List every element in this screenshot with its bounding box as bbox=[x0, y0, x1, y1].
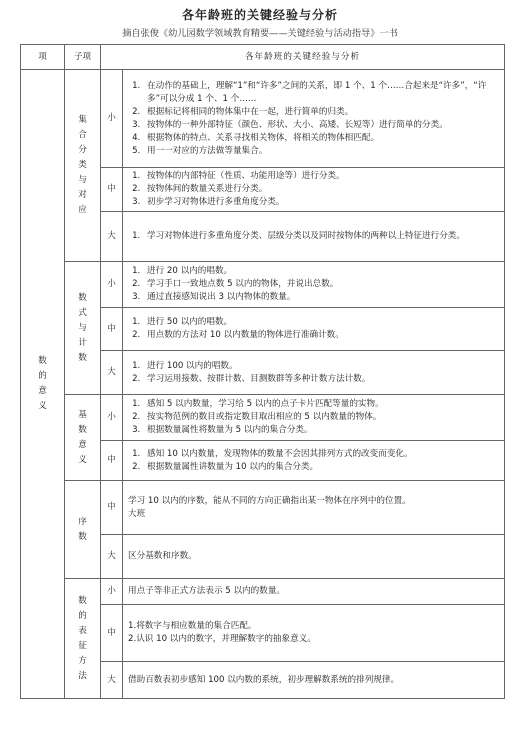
subitem-label: 集 合 分 类 与 对 应 bbox=[65, 70, 101, 262]
age-group-label: 大 bbox=[101, 212, 123, 262]
experience-cell bbox=[123, 212, 505, 262]
experience-text: 1.将数字与相应数量的集合匹配。 bbox=[128, 621, 257, 631]
age-group-label: 中 bbox=[101, 481, 123, 535]
experience-list bbox=[127, 170, 500, 209]
page-subtitle: 摘自张俊《幼儿园数学领域教育精要——关键经验与活动指导》一书 bbox=[122, 28, 398, 39]
experience-list bbox=[127, 80, 500, 158]
subitem-label: 数 式 与 计 数 bbox=[65, 262, 101, 395]
experience-text: 学习 10 以内的序数，能从不同的方向正确指出某一物体在序列中的位置。 bbox=[128, 495, 411, 506]
list-item: 1. 感知 5 以内数量，学习给 5 以内的点子卡片匹配等量的实物。 bbox=[143, 398, 500, 411]
experience-cell bbox=[123, 441, 505, 481]
subitem-label: 数 的 表 征 方 法 bbox=[65, 579, 101, 699]
list-item: 1. 学习对物体进行多重角度分类、层级分类以及同时按物体的两种以上特征进行分类。 bbox=[143, 230, 500, 243]
experience-cell bbox=[123, 168, 505, 212]
subitem-label: 基 数 意 义 bbox=[65, 395, 101, 481]
list-item: 3. 初步学习对物体进行多重角度分类。 bbox=[143, 196, 500, 209]
experience-list bbox=[127, 398, 500, 437]
experience-cell bbox=[123, 481, 505, 535]
list-item: 1. 进行 20 以内的唱数。 bbox=[143, 265, 500, 278]
age-group-label: 小 bbox=[101, 579, 123, 605]
list-item: 2. 学习手口一致地点数 5 以内的物体，并说出总数。 bbox=[143, 278, 500, 291]
header-item: 项 bbox=[21, 45, 65, 70]
list-item: 3. 根据数量属性将数量为 5 以内的集合分类。 bbox=[143, 424, 500, 437]
list-item: 2. 学习运用接数、按群计数、目测数群等多种计数方法计数。 bbox=[143, 373, 500, 386]
age-group-label: 中 bbox=[101, 605, 123, 662]
age-group-label: 中 bbox=[101, 308, 123, 351]
experience-text: 区分基数和序数。 bbox=[128, 551, 197, 561]
experience-cell bbox=[123, 662, 505, 699]
table-row bbox=[21, 481, 505, 535]
experience-cell bbox=[123, 351, 505, 395]
experience-cell bbox=[123, 605, 505, 662]
list-item: 1. 进行 100 以内的唱数。 bbox=[143, 360, 500, 373]
page-title: 各年龄班的关键经验与分析 bbox=[181, 8, 338, 22]
experience-cell bbox=[123, 262, 505, 308]
experience-cell bbox=[123, 579, 505, 605]
experience-text: 用点子等非正式方法表示 5 以内的数量。 bbox=[128, 586, 286, 596]
header-row bbox=[21, 45, 505, 70]
header-experience: 各年龄班的关键经验与分析 bbox=[101, 45, 505, 70]
table-row bbox=[21, 262, 505, 308]
list-item: 2. 根据数量属性讲数量为 10 以内的集合分类。 bbox=[143, 461, 500, 474]
list-item: 2. 按实物范例的数目或指定数目取出相应的 5 以内数量的物体。 bbox=[143, 411, 500, 424]
section-label: 数 的 意 义 bbox=[21, 70, 65, 699]
experience-list bbox=[127, 360, 500, 386]
list-item: 2. 根据标记将相同的物体集中在一起，进行简单的归类。 bbox=[143, 106, 500, 119]
list-item: 1. 感知 10 以内数量，发现物体的数量不会因其排列方式的改变而变化。 bbox=[143, 448, 500, 461]
experience-text: 大班 bbox=[128, 508, 146, 519]
age-group-label: 大 bbox=[101, 662, 123, 699]
header-subitem: 子项 bbox=[65, 45, 101, 70]
age-group-label: 大 bbox=[101, 535, 123, 579]
experience-cell bbox=[123, 395, 505, 441]
experience-cell bbox=[123, 308, 505, 351]
table-row bbox=[21, 70, 505, 168]
experience-list bbox=[127, 316, 500, 342]
age-group-label: 小 bbox=[101, 70, 123, 168]
table-row bbox=[21, 395, 505, 441]
experience-list bbox=[127, 448, 500, 474]
age-group-label: 小 bbox=[101, 262, 123, 308]
age-group-label: 中 bbox=[101, 168, 123, 212]
experience-list bbox=[127, 230, 500, 243]
list-item: 2. 按物体间的数量关系进行分类。 bbox=[143, 183, 500, 196]
list-item: 1. 按物体的内部特征（性质、功能用途等）进行分类。 bbox=[143, 170, 500, 183]
table-row bbox=[21, 579, 505, 605]
list-item: 5. 用一一对应的方法做等量集合。 bbox=[143, 145, 500, 158]
experience-text: 借助百数表初步感知 100 以内数的系统，初步理解数系统的排列规律。 bbox=[128, 674, 400, 685]
experience-cell bbox=[123, 70, 505, 168]
experience-text: 2.认识 10 以内的数字，并理解数字的抽象意义。 bbox=[128, 634, 316, 644]
list-item: 3. 按物体的一种外部特征（颜色、形状、大小、高矮、长短等）进行简单的分类。 bbox=[143, 119, 500, 132]
list-item: 3. 通过直接感知说出 3 以内物体的数量。 bbox=[143, 291, 500, 304]
key-experience-table bbox=[20, 44, 505, 699]
list-item: 2. 用点数的方法对 10 以内数量的物体进行准确计数。 bbox=[143, 329, 500, 342]
age-group-label: 中 bbox=[101, 441, 123, 481]
list-item: 1. 在动作的基础上，理解“1”和“许多”之间的关系，即 1 个、1 个……合起来是“许多”，“许多”可以分成 1 个、1 个…… bbox=[143, 80, 500, 106]
experience-list bbox=[127, 265, 500, 304]
experience-cell bbox=[123, 535, 505, 579]
age-group-label: 小 bbox=[101, 395, 123, 441]
subitem-label: 序 数 bbox=[65, 481, 101, 579]
age-group-label: 大 bbox=[101, 351, 123, 395]
list-item: 1. 进行 50 以内的唱数。 bbox=[143, 316, 500, 329]
list-item: 4. 根据物体的特点、关系寻找相关物体，将相关的物体相匹配。 bbox=[143, 132, 500, 145]
